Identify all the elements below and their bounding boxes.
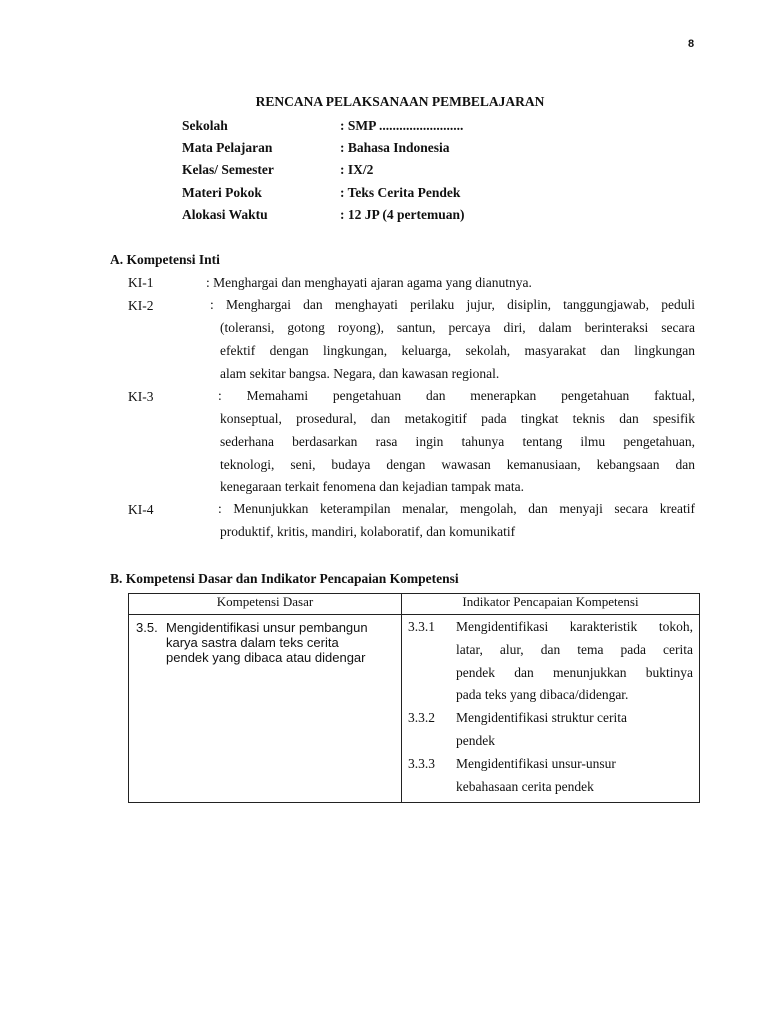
ki-4-line: : Menunjukkan keterampilan menalar, mengolah, dan menyaji secara kreatif bbox=[218, 501, 695, 516]
competency-table bbox=[128, 593, 700, 803]
ki-3-line: sederhana berdasarkan rasa ingin tahunya tentang ilmu pengetahuan, bbox=[220, 433, 695, 449]
indicator-line: pada teks yang dibaca/didengar. bbox=[456, 687, 629, 703]
identity-value-kelas: : IX/2 bbox=[340, 162, 374, 177]
identity-label-sekolah: Sekolah bbox=[182, 118, 228, 133]
ki-2-line: alam sekitar bangsa. Negara, dan kawasan regional. bbox=[220, 365, 500, 381]
indicator-line: Mengidentifikasi karakteristik tokoh, bbox=[456, 619, 693, 634]
kd-cell bbox=[129, 615, 402, 803]
ki-3-line: : Memahami pengetahuan dan menerapkan pengetahuan faktual, bbox=[218, 388, 695, 403]
indicator-text bbox=[456, 753, 693, 799]
identity-value-materi: : Teks Cerita Pendek bbox=[340, 185, 461, 200]
indicator-line: pendek bbox=[456, 732, 495, 748]
ki-3-text bbox=[218, 385, 695, 408]
ki-3-line: konseptual, prosedural, dan metakogitif pada tingkat teknis dan spesifik bbox=[220, 411, 695, 426]
section-b-heading: B. Kompetensi Dasar dan Indikator Pencapaian Kompetensi bbox=[110, 571, 459, 586]
identity-label-mapel: Mata Pelajaran bbox=[182, 140, 273, 155]
identity-label-alokasi: Alokasi Waktu bbox=[182, 207, 268, 222]
header-indikator: Indikator Pencapaian Kompetensi bbox=[402, 594, 700, 615]
ki-1-code: KI-1 bbox=[128, 275, 154, 290]
document-title: RENCANA PELAKSANAAN PEMBELAJARAN bbox=[255, 94, 545, 109]
ki-3-text-cont bbox=[220, 408, 695, 499]
ki-4-text-cont bbox=[220, 521, 695, 544]
indicator-cell bbox=[402, 615, 700, 803]
indicator-line: Mengidentifikasi struktur cerita bbox=[456, 710, 627, 726]
ki-2-text bbox=[210, 294, 695, 317]
ki-2-line: : Menghargai dan menghayati perilaku jujur, disiplin, tanggungjawab, peduli bbox=[210, 297, 695, 312]
identity-label-materi: Materi Pokok bbox=[182, 185, 262, 200]
indicator-number: 3.3.3 bbox=[408, 755, 435, 771]
ki-3-line: teknologi, seni, budaya dengan wawasan kemanusiaan, kebangsaan dan bbox=[220, 456, 695, 472]
indicator-number: 3.3.2 bbox=[408, 710, 435, 726]
ki-4-code: KI-4 bbox=[128, 502, 154, 517]
kd-text bbox=[130, 616, 400, 669]
section-a-heading: A. Kompetensi Inti bbox=[110, 252, 220, 267]
indicator-line: Mengidentifikasi unsur-unsur bbox=[456, 755, 616, 771]
indicator-line: pendek dan menunjukkan buktinya bbox=[456, 664, 693, 680]
indicator-item bbox=[408, 707, 693, 753]
indicator-item bbox=[408, 616, 693, 707]
kd-line: Mengidentifikasi unsur pembangun bbox=[166, 620, 368, 635]
ki-3-code: KI-3 bbox=[128, 389, 154, 404]
ki-3-line: kenegaraan terkait fenomena dan kejadian tampak mata. bbox=[220, 479, 524, 495]
indicator-number: 3.3.1 bbox=[408, 619, 435, 634]
ki-1-text: : Menghargai dan menghayati ajaran agama yang dianutnya. bbox=[206, 275, 532, 290]
ki-2-code: KI-2 bbox=[128, 298, 154, 313]
page-number: 8 bbox=[688, 38, 695, 50]
kd-line: pendek yang dibaca atau didengar bbox=[166, 650, 366, 665]
ki-2-line: (toleransi, gotong royong), santun, percaya diri, dalam berinteraksi secara bbox=[220, 320, 695, 335]
identity-value-mapel: : Bahasa Indonesia bbox=[340, 140, 450, 155]
ki-2-line: efektif dengan lingkungan, keluarga, sekolah, masyarakat dan lingkungan bbox=[220, 342, 695, 358]
identity-value-sekolah: : SMP ......................... bbox=[340, 118, 464, 133]
ki-4-text bbox=[218, 498, 695, 521]
kd-line: karya sastra dalam teks cerita bbox=[166, 635, 339, 650]
identity-value-alokasi: : 12 JP (4 pertemuan) bbox=[340, 207, 465, 222]
ki-2-text-cont bbox=[220, 317, 695, 385]
indicator-item bbox=[408, 753, 693, 799]
ki-4-line: produktif, kritis, mandiri, kolaboratif, dan komunikatif bbox=[220, 524, 516, 539]
indicator-line: kebahasaan cerita pendek bbox=[456, 778, 594, 794]
header-kompetensi-dasar: Kompetensi Dasar bbox=[129, 594, 402, 615]
indicator-line: latar, alur, dan tema pada cerita bbox=[456, 641, 693, 657]
indicator-text bbox=[456, 616, 693, 707]
kd-number: 3.5. bbox=[136, 620, 158, 635]
indicator-text bbox=[456, 707, 693, 753]
identity-label-kelas: Kelas/ Semester bbox=[182, 162, 274, 177]
